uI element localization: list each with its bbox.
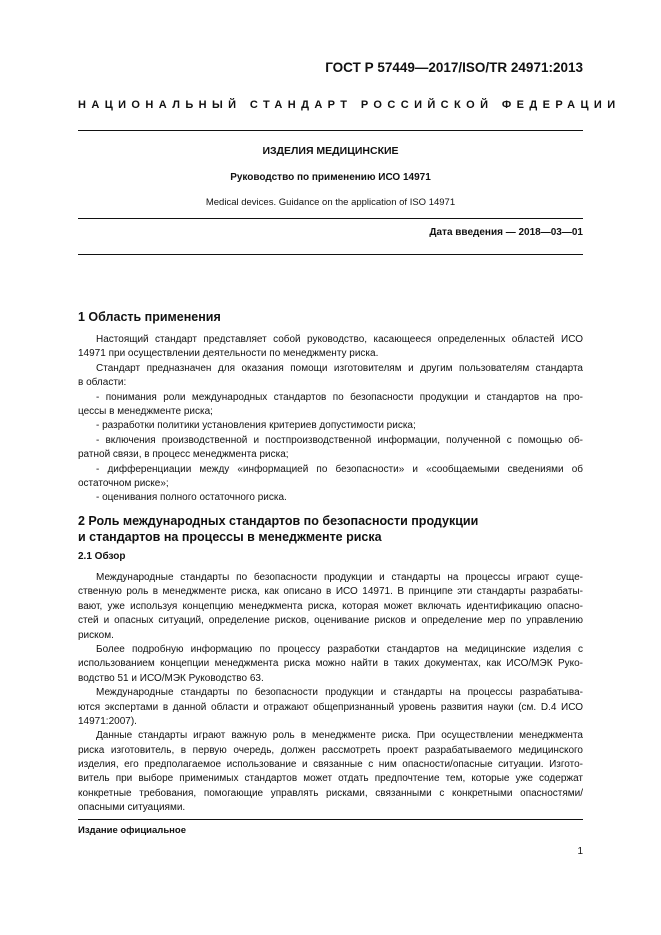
paragraph-line: витель при выборе применимых стандартов может отдать предпочтение тем, которые уже содержат — [78, 773, 583, 785]
paragraph-line: ственную роль в менеджменте риска, как описано в ИСО 14971. В принципе эти стандарты разрабаты- — [78, 586, 583, 598]
subsection-2-1-heading: 2.1 Обзор — [78, 551, 126, 562]
document-code: ГОСТ Р 57449—2017/ISO/TR 24971:2013 — [325, 60, 583, 75]
paragraph-line: опасными ситуациями. — [78, 802, 186, 814]
introduction-date: Дата введения — 2018—03—01 — [429, 227, 583, 238]
paragraph-line: Более подробную информацию по процессу разработки стандартов на медицинские изделия с — [96, 643, 583, 655]
list-item-line: - оценивания полного остаточного риска. — [96, 492, 287, 504]
paragraph-line: ются экспертами в данной области и отражают общепризнанный уровень развития науки (см. D.4 ИСО — [78, 701, 583, 713]
paragraph-line: водство 51 и ИСО/МЭК Руководство 63. — [78, 672, 264, 684]
subtitle-russian: Руководство по применению ИСО 14971 — [230, 172, 431, 183]
title-divider-top — [78, 218, 583, 219]
official-edition-label: Издание официальное — [78, 825, 186, 836]
list-item-line: - понимания роли международных стандартов по безопасности продукции и стандартов на про- — [96, 391, 583, 403]
paragraph-line: риска изготовитель, в первую очередь, должен рассмотреть проект разрабатываемого медицинского — [78, 744, 583, 756]
list-item-line: - включения производственной и постпроизводственной информации, полученной с помощью об- — [96, 434, 583, 446]
paragraph-line: изделия, его предполагаемое использование и связанные с ним опасности/опасные ситуации. Изгото- — [78, 759, 583, 771]
page-number: 1 — [577, 846, 583, 857]
list-item-line: остаточном риске»; — [78, 477, 169, 489]
list-item-line: - разработки политики установления критериев допустимости риска; — [96, 420, 416, 432]
paragraph-line: Данные стандарты играют важную роль в менеджменте риска. При осуществлении менеджмента — [96, 730, 583, 742]
header-divider — [78, 130, 583, 131]
section-2-heading — [78, 513, 583, 545]
national-standard-heading: НАЦИОНАЛЬНЫЙ СТАНДАРТ РОССИЙСКОЙ ФЕДЕРАЦИИ — [78, 99, 621, 111]
paragraph-line: риском. — [78, 629, 114, 641]
paragraph-line: стей и опасных ситуаций, определение рисков, оценивание рисков и определение мер по управлению — [78, 615, 583, 627]
paragraph-line: вают, уже используя концепцию менеджмента риска, которая может включать идентификацию опасно- — [78, 600, 583, 612]
paragraph-line: 14971:2007). — [78, 715, 137, 727]
paragraph-line: Стандарт предназначен для оказания помощи изготовителям и другим пользователям стандарта — [96, 362, 583, 374]
section-1-heading: 1 Область применения — [78, 310, 221, 324]
title-russian: ИЗДЕЛИЯ МЕДИЦИНСКИЕ — [262, 145, 399, 157]
paragraph-line: 14971 при осуществлении деятельности по менеджменту риска. — [78, 348, 379, 360]
list-item-line: ратной связи, в процесс менеджмента риска; — [78, 449, 289, 461]
title-divider-bottom — [78, 254, 583, 255]
subsection-2-1-body — [78, 571, 583, 816]
paragraph-line: Настоящий стандарт представляет собой руководство, касающееся определенных областей ИСО — [96, 334, 583, 345]
paragraph-line: конкретные требования, помогающие управлять рисками, связанными с конкретными опасностями/ — [78, 787, 583, 799]
paragraph-line: использованием концепции менеджмента риска можно найти в таких документах, как ИСО/МЭК Руко- — [78, 658, 583, 670]
section-2-heading-line: 2 Роль международных стандартов по безопасности продукции — [78, 514, 479, 528]
footer-divider — [78, 819, 583, 820]
list-item-line: - дифференциации между «информацией по безопасности» и «сообщаемыми сведениями об — [96, 463, 583, 475]
section-1-body — [78, 333, 583, 506]
section-2-heading-line: и стандартов на процессы в менеджменте риска — [78, 530, 382, 544]
title-english: Medical devices. Guidance on the application of ISO 14971 — [205, 197, 456, 208]
paragraph-line: Международные стандарты по безопасности продукции и стандарты на процессы разрабатыва- — [96, 687, 583, 699]
list-item-line: цессы в менеджменте риска; — [78, 405, 213, 417]
paragraph-line: Международные стандарты по безопасности продукции и стандарты на процессы играют суще- — [96, 572, 583, 583]
paragraph-line: в области: — [78, 377, 127, 389]
